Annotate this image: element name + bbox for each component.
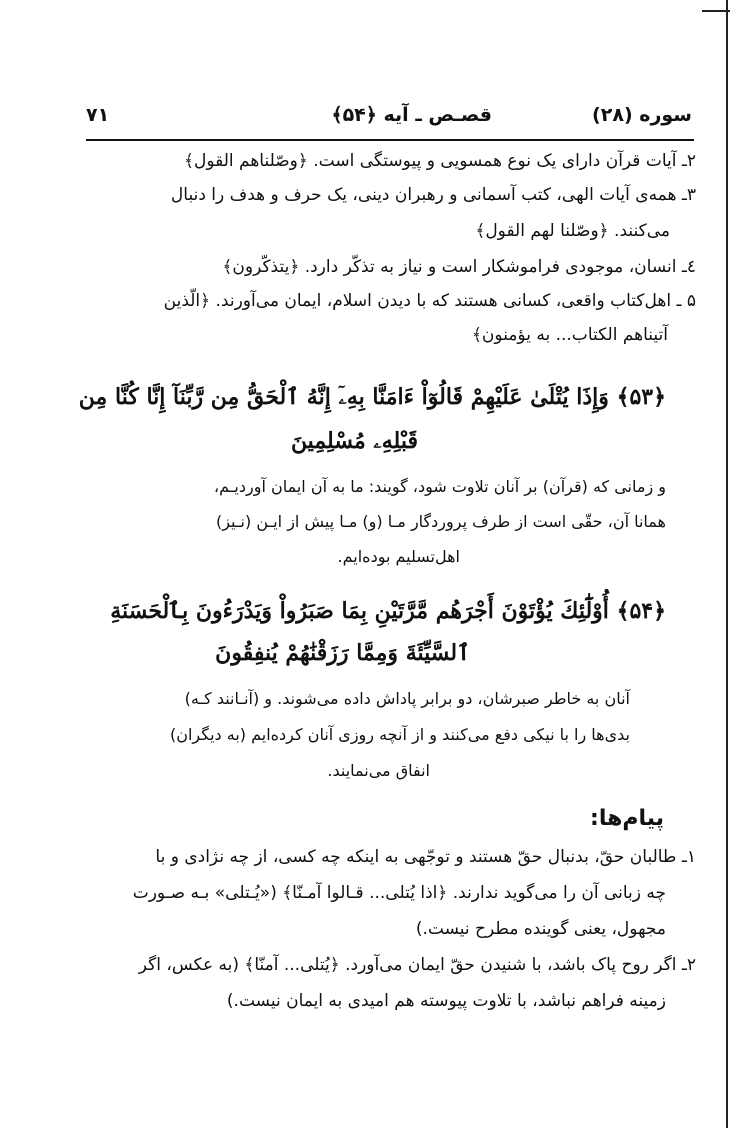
point-2: ۲ـ آیات قرآن دارای یک نوع همسویی و پیوستگی است. ﴿وصّلناهم القول﴾ bbox=[184, 151, 696, 171]
page-corner-mark bbox=[702, 10, 730, 12]
verse-53-arabic-line-2: قَبْلِهِۦ مُسْلِمِينَ bbox=[290, 428, 418, 454]
message-2-cont: زمینه فراهم نباشد، با تلاوت پیوسته هم امیدی به ایمان نیست.) bbox=[226, 991, 666, 1011]
message-1: ۱ـ طالبان حقّ، بدنبال حقّ هستند و توجّهی به اینکه چه کسی، از چه نژادی و با bbox=[155, 847, 696, 867]
verse-53-translation-line: اهل‌تسلیم بوده‌ایم. bbox=[337, 547, 460, 566]
header-surah: سوره (۲۸) bbox=[592, 104, 692, 126]
header-rule bbox=[86, 139, 694, 141]
message-2: ۲ـ اگر روح پاک باشد، با شنیدن حقّ ایمان می‌آورد. ﴿یُتلی... آمنّا﴾ (به عکس، اگر bbox=[138, 955, 696, 975]
verse-53-translation-line: و زمانی که (قرآن) بر آنان تلاوت شود، گویند: ما به آن ایمان آوردیـم، bbox=[213, 477, 666, 496]
messages-heading: پیام‌ها: bbox=[590, 806, 664, 831]
point-3: ۳ـ همه‌ی آیات الهی، کتب آسمانی و رهبران دینی، یک حرف و هدف را دنبال bbox=[170, 185, 696, 205]
point-3-cont: می‌کنند. ﴿وصّلنا لهم القول﴾ bbox=[475, 221, 670, 241]
point-4: ٤ـ انسان، موجودی فراموشکار است و نیاز به تذکّر دارد. ﴿یتذکّرون﴾ bbox=[222, 257, 696, 277]
verse-54-arabic-line-2: ٱلسَّيِّئَةَ وَمِمَّا رَزَقْنَٰهُمْ يُنفِقُونَ bbox=[215, 640, 470, 666]
verse-54-translation-line: آنان به خاطر صبرشان، دو برابر پاداش داده می‌شوند. و (آنـانند کـه) bbox=[184, 689, 630, 708]
page-header bbox=[86, 104, 692, 134]
verse-54-translation-line: بدی‌ها را با نیکی دفع می‌کنند و از آنچه روزی آنان کرده‌ایم (به دیگران) bbox=[169, 725, 630, 744]
verse-54-arabic-line-1: ﴿۵۴﴾ أُوْلَٰٓئِكَ يُؤْتَوْنَ أَجْرَهُم مَّرَّتَيْنِ بِمَا صَبَرُواْ وَيَدْرَءُونَ بِٱلْحَسَنَةِ bbox=[110, 598, 666, 624]
verse-53-arabic-line-1: ﴿۵۳﴾ وَإِذَا يُتْلَىٰ عَلَيْهِمْ قَالُوٓاْ ءَامَنَّا بِهِۦٓ إِنَّهُ ٱلْحَقُّ مِن رَّبِّنَآ إِنَّا كُنَّا مِن bbox=[78, 384, 666, 410]
verse-54-translation-line: انفاق می‌نمایند. bbox=[327, 761, 430, 780]
verse-53-translation-line: همانا آن، حقّی است از طرف پروردگار مـا (و) مـا پیش از ایـن (نـیز) bbox=[215, 512, 666, 531]
header-ayah: قصـص ـ آیه ﴿۵۴﴾ bbox=[331, 104, 492, 126]
point-5-cont: آتیناهم الکتاب... به یؤمنون﴾ bbox=[471, 325, 668, 345]
message-1-cont: مجهول، یعنی گوینده مطرح نیست.) bbox=[415, 919, 666, 939]
point-5: ۵ ـ اهل‌کتاب واقعی، کسانی هستند که با دیدن اسلام، ایمان می‌آورند. ﴿الّذین bbox=[163, 291, 696, 311]
page-edge-line bbox=[726, 0, 728, 1128]
message-1-cont: چه زبانی آن را می‌گوید ندارند. ﴿اذا یُتلی... قـالوا آمـنّا﴾ («یُـتلی» بـه صـورت bbox=[132, 883, 666, 903]
page-number: ۷۱ bbox=[86, 104, 110, 126]
